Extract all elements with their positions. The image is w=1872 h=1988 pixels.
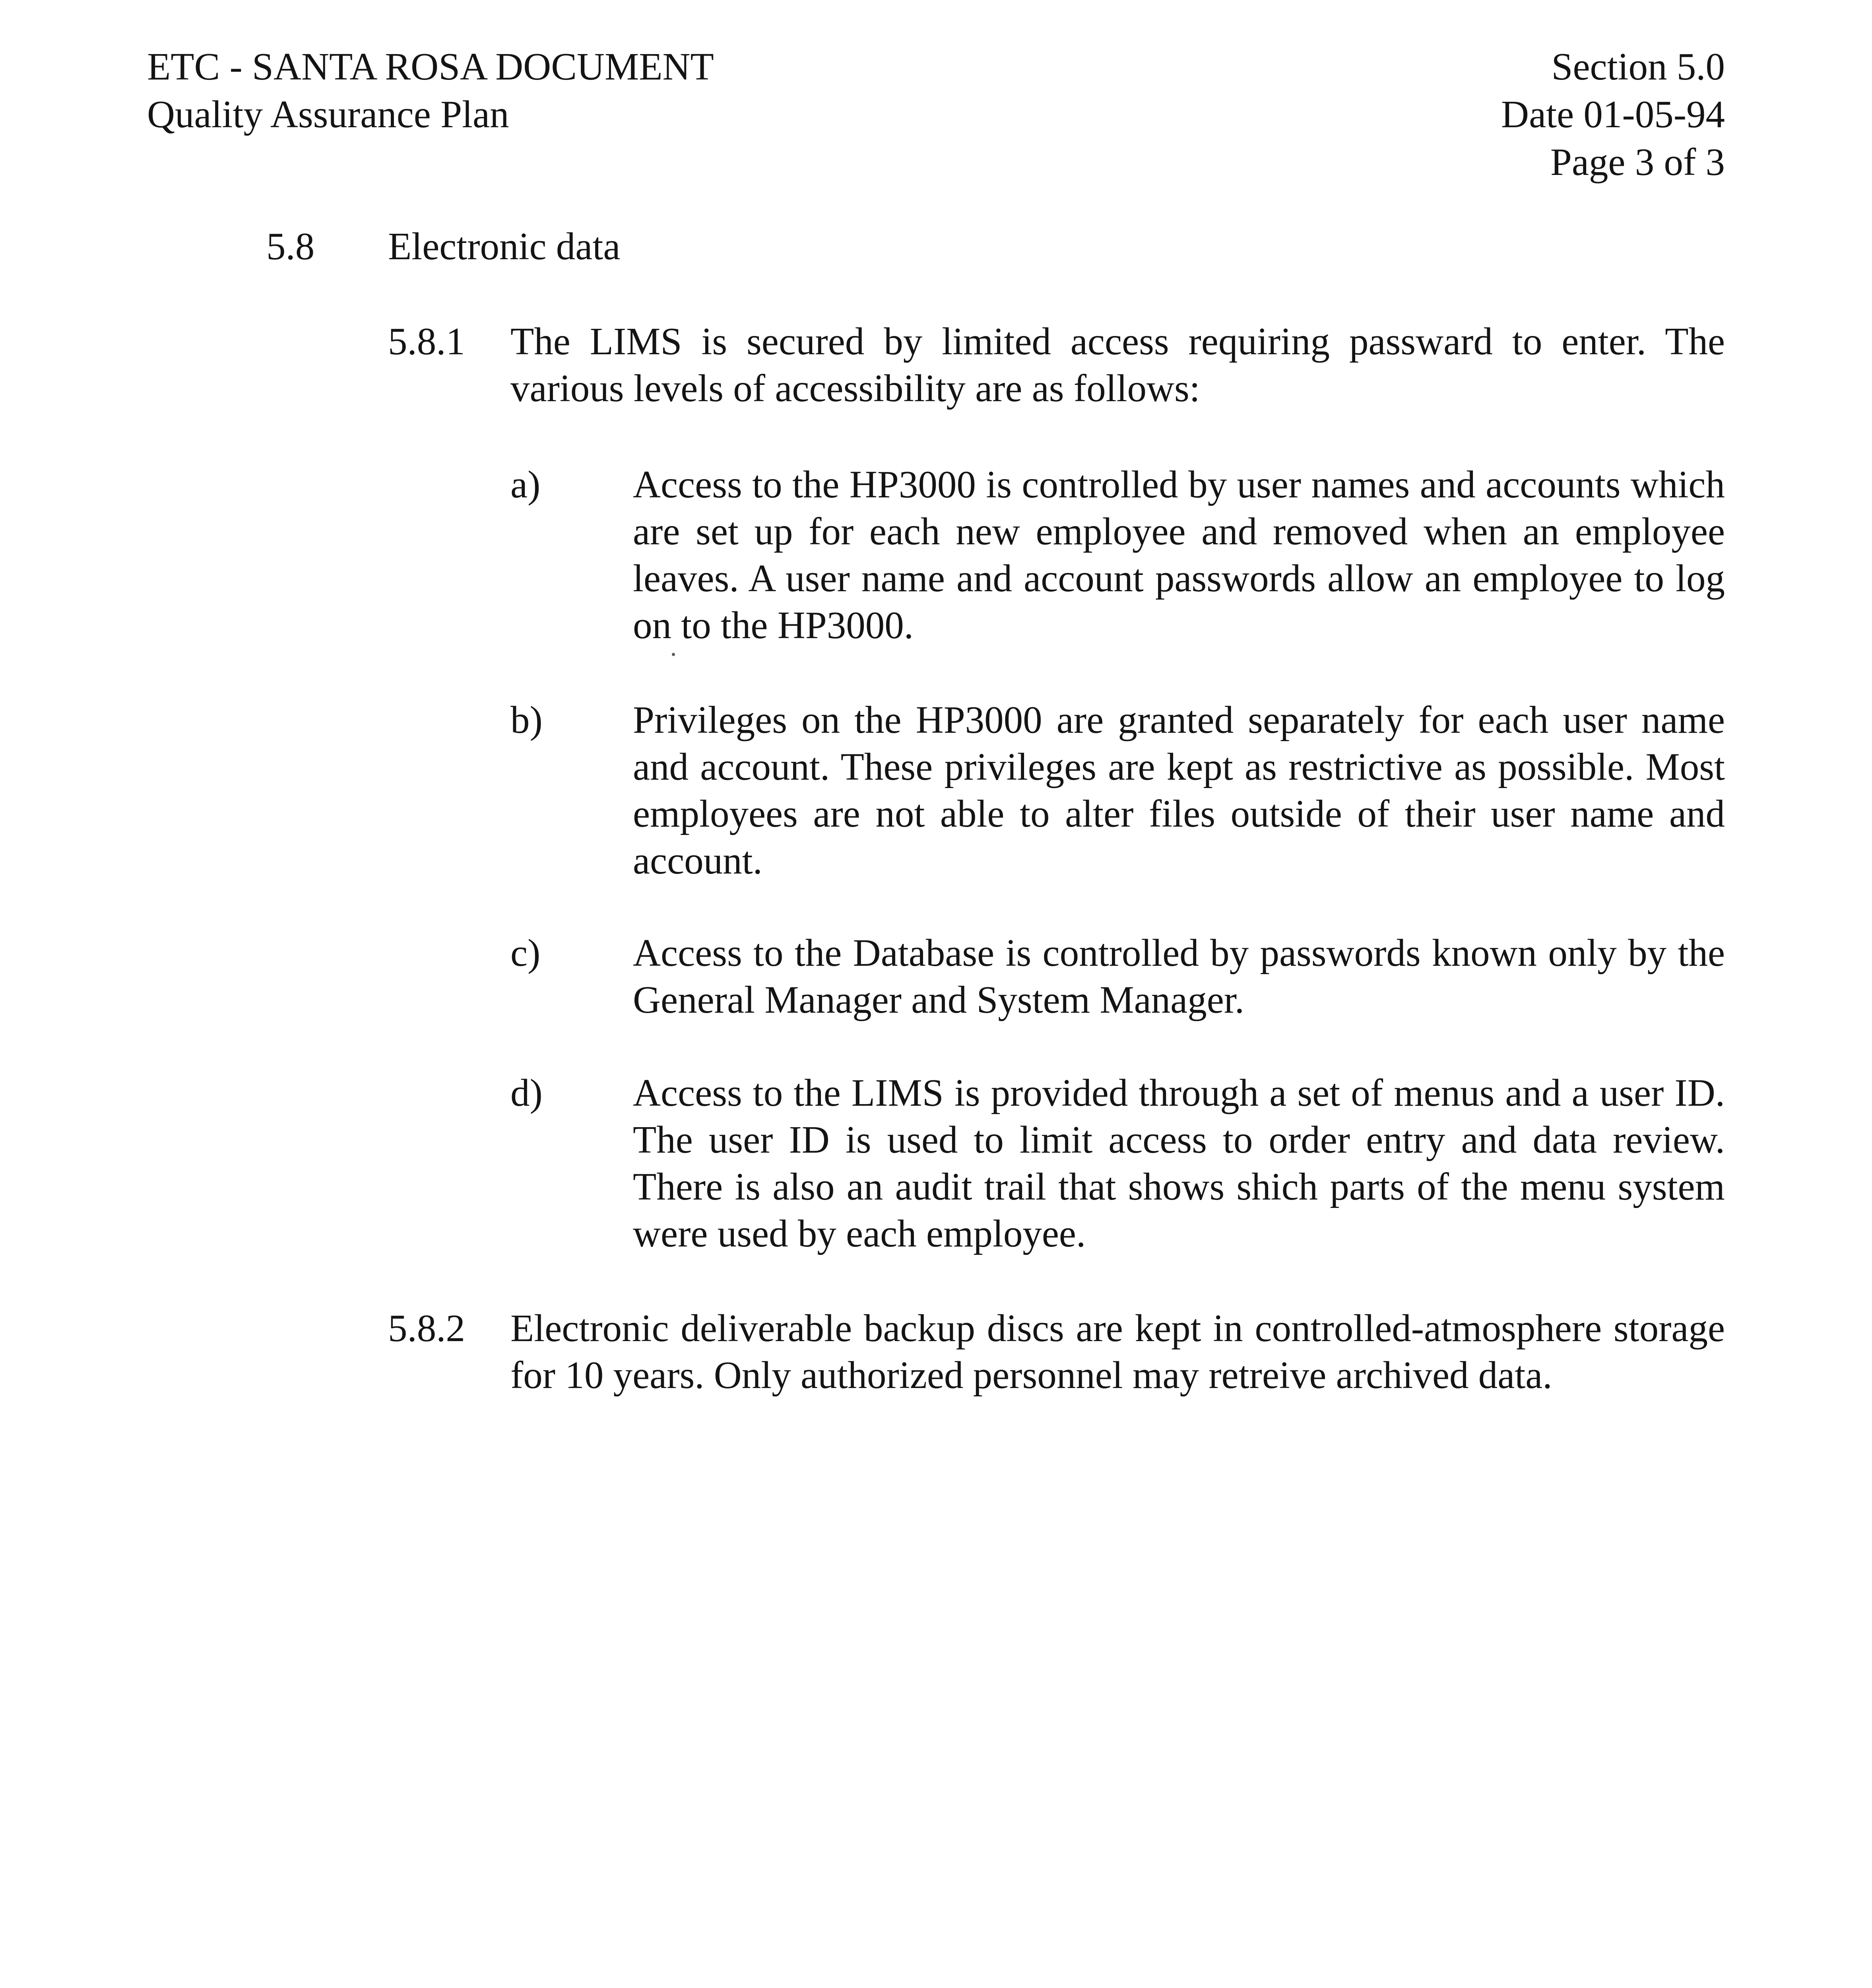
- list-item-text: Access to the LIMS is provided through a set of menus and a user ID. The user ID is used to limit access to order entry and data review. There is also an audit trail that shows shich parts of the menu system were used by each employee.: [633, 1072, 1725, 1255]
- document-header-left: [147, 43, 714, 138]
- subsection-text: Electronic deliverable backup discs are kept in controlled-atmosphere storage for 10 years. Only authorized personnel may retreive archived data.: [510, 1307, 1725, 1396]
- page-number: Page 3 of 3: [1550, 141, 1725, 183]
- list-item-text: Privileges on the HP3000 are granted separately for each user name and account. These privileges are kept as restrictive as possible. Most employees are not able to alter files outside of their user name and account.: [633, 699, 1725, 882]
- date-label: Date 01-05-94: [1501, 93, 1725, 136]
- subsection-text: The LIMS is secured by limited access requiring passward to enter. The various levels of accessibility are as follows:: [510, 320, 1725, 410]
- section-number: 5.8: [266, 225, 315, 268]
- document-header-right: [1501, 43, 1725, 186]
- section-title: Electronic data: [388, 225, 621, 268]
- list-item-marker: d): [510, 1072, 543, 1114]
- list-item-marker: a): [510, 463, 541, 506]
- list-item-text: Access to the HP3000 is controlled by user names and accounts which are set up for each new employee and removed when an employee leaves. A user name and account passwords allow an employee to log on to the HP3000.: [633, 463, 1725, 646]
- section-label: Section 5.0: [1551, 45, 1725, 88]
- document-subtitle: Quality Assurance Plan: [147, 93, 509, 136]
- document-title: ETC - SANTA ROSA DOCUMENT: [147, 45, 714, 88]
- list-item-text: Access to the Database is controlled by passwords known only by the General Manager and System Manager.: [633, 932, 1725, 1021]
- subsection-number: 5.8.2: [388, 1307, 465, 1349]
- list-item-marker: c): [510, 932, 541, 974]
- scan-speck: [672, 653, 675, 656]
- list-item-marker: b): [510, 699, 543, 741]
- subsection-number: 5.8.1: [388, 320, 465, 363]
